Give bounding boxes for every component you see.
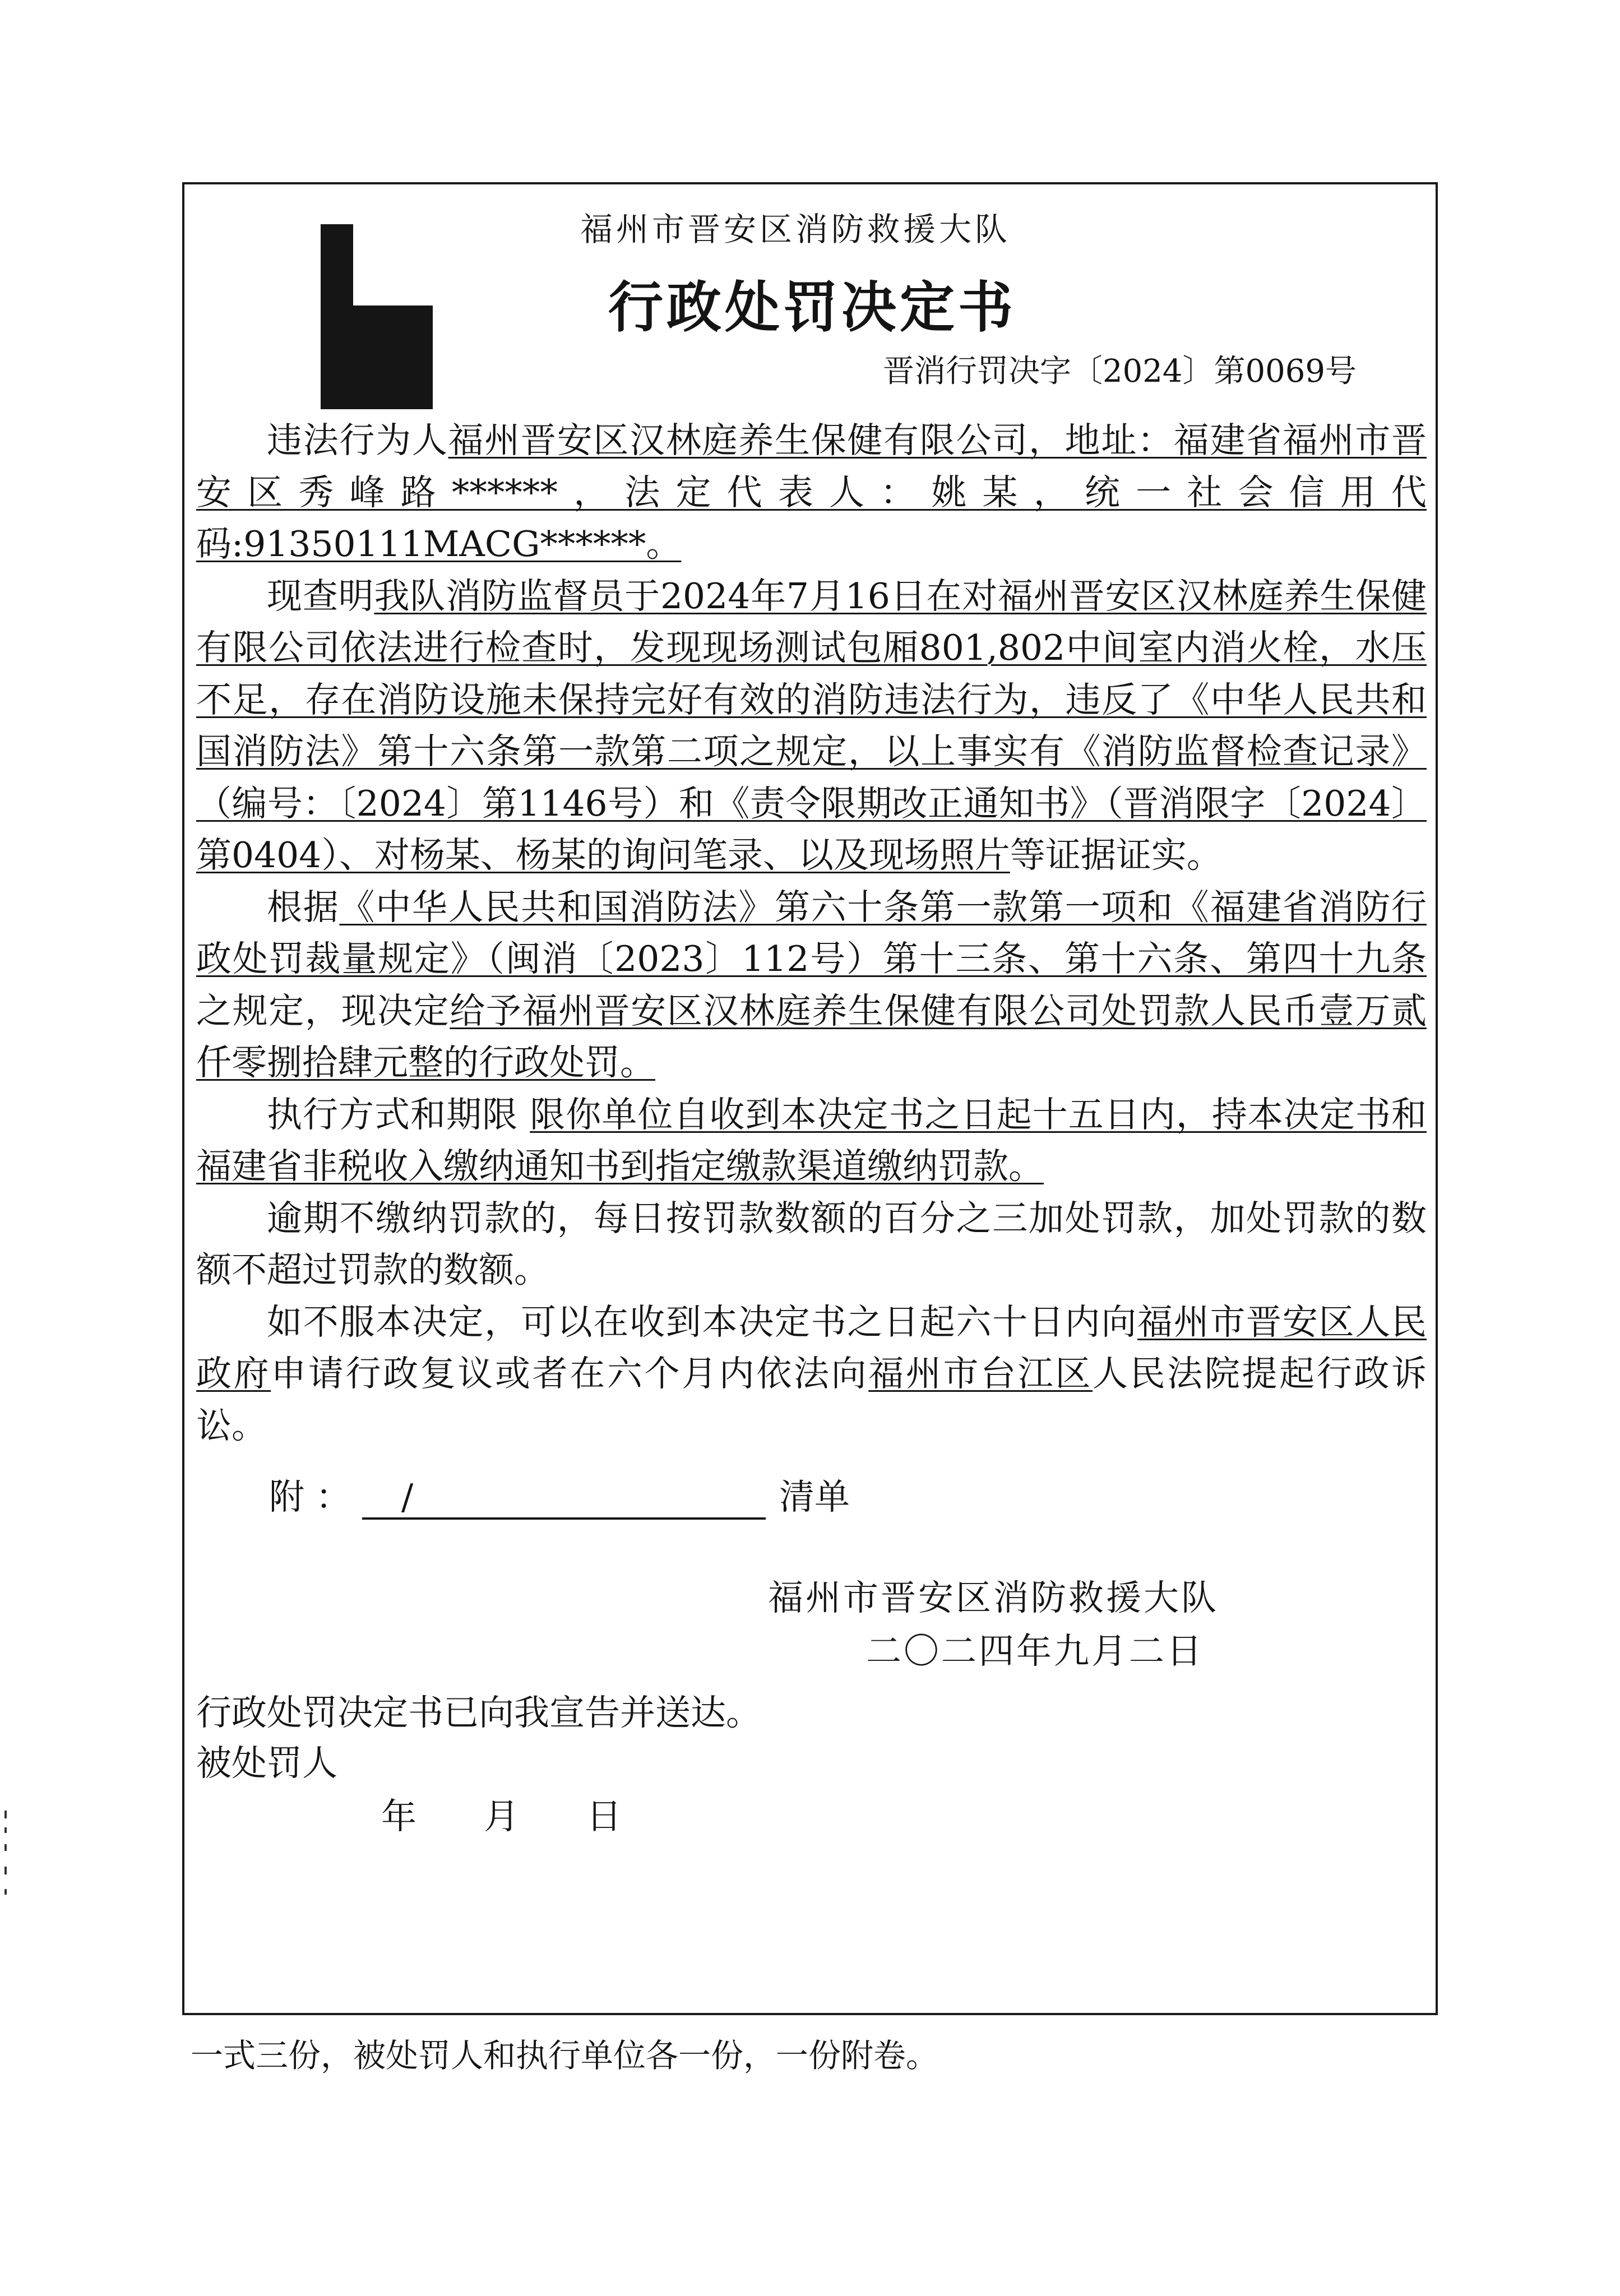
court-district: 福州市台江区 xyxy=(868,1353,1093,1394)
issuing-organization: 福州市晋安区消防救援大队 xyxy=(580,210,1011,248)
receipt-acknowledgement: 行政处罚决定书已向我宣告并送达。 xyxy=(196,1692,761,1733)
document-number: 晋消行罚决字〔2024〕第0069号 xyxy=(883,353,1357,390)
day-label: 日 xyxy=(586,1796,622,1837)
decision-label: 之规定，现决定 xyxy=(196,990,450,1031)
scan-mark xyxy=(4,1844,7,1851)
execution-label: 执行方式和期限 xyxy=(267,1094,519,1135)
attachment-suffix: 清单 xyxy=(779,1476,850,1517)
violator-label: 违法行为人 xyxy=(267,420,448,461)
scan-mark xyxy=(4,1867,7,1874)
facts-ending: 等证据证实。 xyxy=(1010,835,1222,876)
attachment-line xyxy=(269,1469,850,1520)
redacted-seal-base xyxy=(321,305,433,409)
appeal-text-3: 人民法院提起行政诉讼。 xyxy=(196,1353,1427,1446)
review-authority: 福州市晋安区人民政府 xyxy=(196,1301,1427,1394)
month-label: 月 xyxy=(484,1796,519,1837)
appeal-text-2: 申请行政复议或者在六个月内依法向 xyxy=(271,1353,869,1394)
facts-details: 我队消防监督员于2024年7月16日在对福州晋安区汉林庭养生保健有限公司依法进行检查时，发现现场测试包厢801,802中间室内消火栓，水压不足，存在消防设施未保持完好有效的消防违法行为，违反了《中华人民共和国消防法》第十六条第一款第二项之规定，以上事实有《消防监督检查记录》（编号：〔2024〕第1146号）和《责令限期改正通知书》（晋消限字〔2024〕第0404）、对杨某、杨某的询问笔录、以及现场照片 xyxy=(196,575,1427,876)
receipt-date-line xyxy=(381,1788,689,1839)
paragraph-late-fee: 逾期不缴纳罚款的，每日按罚款数额的百分之三加处罚款，加处罚款的数额不超过罚款的数额。 xyxy=(196,1197,1427,1290)
paragraph-execution xyxy=(196,1089,1427,1193)
signature-issuer: 福州市晋安区消防救援大队 xyxy=(768,1577,1219,1618)
paragraph-basis xyxy=(196,882,1427,1089)
scan-mark xyxy=(4,1811,7,1818)
document-title: 行政处罚决定书 xyxy=(608,275,1017,340)
paragraph-appeal xyxy=(196,1297,1427,1452)
document-body xyxy=(196,415,1427,1452)
scan-mark xyxy=(4,1889,7,1895)
scan-mark xyxy=(4,1827,7,1833)
basis-label: 根据 xyxy=(267,886,340,928)
signature-date: 二〇二四年九月二日 xyxy=(866,1631,1204,1672)
facts-label: 现查明 xyxy=(267,575,374,617)
penalty-decision: 给予福州晋安区汉林庭养生保健有限公司处罚款人民币壹万贰仟零捌拾肆元整的行政处罚。 xyxy=(196,990,1427,1083)
legal-basis: 《中华人民共和国消防法》第六十条第一款第一项和《福建省消防行政处罚裁量规定》（闽消〔2023〕112号）第十三条、第十六条、第四十九条 xyxy=(196,886,1427,979)
attachment-label: 附 ： xyxy=(269,1476,351,1517)
attachment-value: / xyxy=(362,1476,766,1520)
year-label: 年 xyxy=(381,1796,416,1837)
paragraph-violator xyxy=(196,415,1427,571)
execution-details: 限你单位自收到本决定书之日起十五日内，持本决定书和福建省非税收入缴纳通知书到指定缴款渠道缴纳罚款。 xyxy=(196,1094,1427,1187)
paragraph-facts xyxy=(196,571,1427,882)
punished-party-label: 被处罚人 xyxy=(196,1743,337,1784)
appeal-text: 如不服本决定，可以在收到本决定书之日起六十日内向 xyxy=(267,1301,1138,1343)
copies-note: 一式三份，被处罚人和执行单位各一份，一份附卷。 xyxy=(191,2036,939,2075)
violator-details: 福州晋安区汉林庭养生保健有限公司，地址：福建省福州市晋安区秀峰路******，法定代表人：姚某，统一社会信用代码:91350111MACG******。 xyxy=(196,420,1427,564)
